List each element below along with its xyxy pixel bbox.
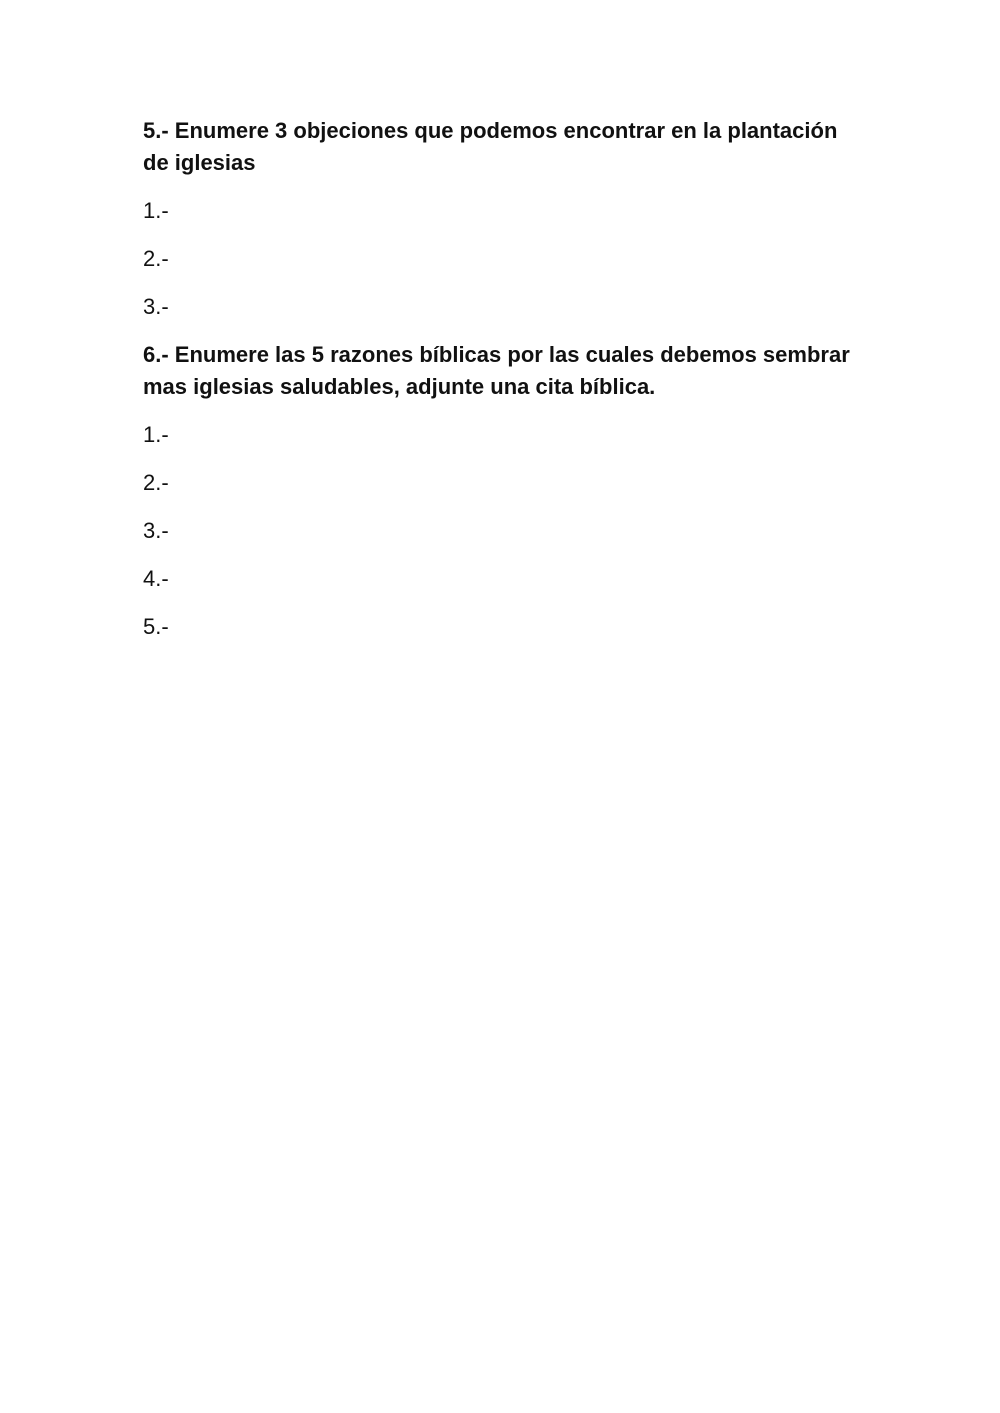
- answer-line: 2.-: [143, 470, 169, 495]
- question-5: 5.- Enumere 3 objeciones que podemos encontrar en la plantación de iglesias: [143, 118, 838, 175]
- question-6-answers: [143, 419, 863, 643]
- worksheet-content: [143, 115, 863, 643]
- answer-line: 5.-: [143, 614, 169, 639]
- answer-line: 2.-: [143, 246, 169, 271]
- question-6: 6.- Enumere las 5 razones bíblicas por las cuales debemos sembrar mas iglesias saludables, adjunte una cita bíblica.: [143, 342, 850, 399]
- question-5-answers: [143, 195, 863, 323]
- answer-line: 3.-: [143, 518, 169, 543]
- answer-line: 1.-: [143, 422, 169, 447]
- answer-line: 4.-: [143, 566, 169, 591]
- answer-line: 1.-: [143, 198, 169, 223]
- answer-line: 3.-: [143, 294, 169, 319]
